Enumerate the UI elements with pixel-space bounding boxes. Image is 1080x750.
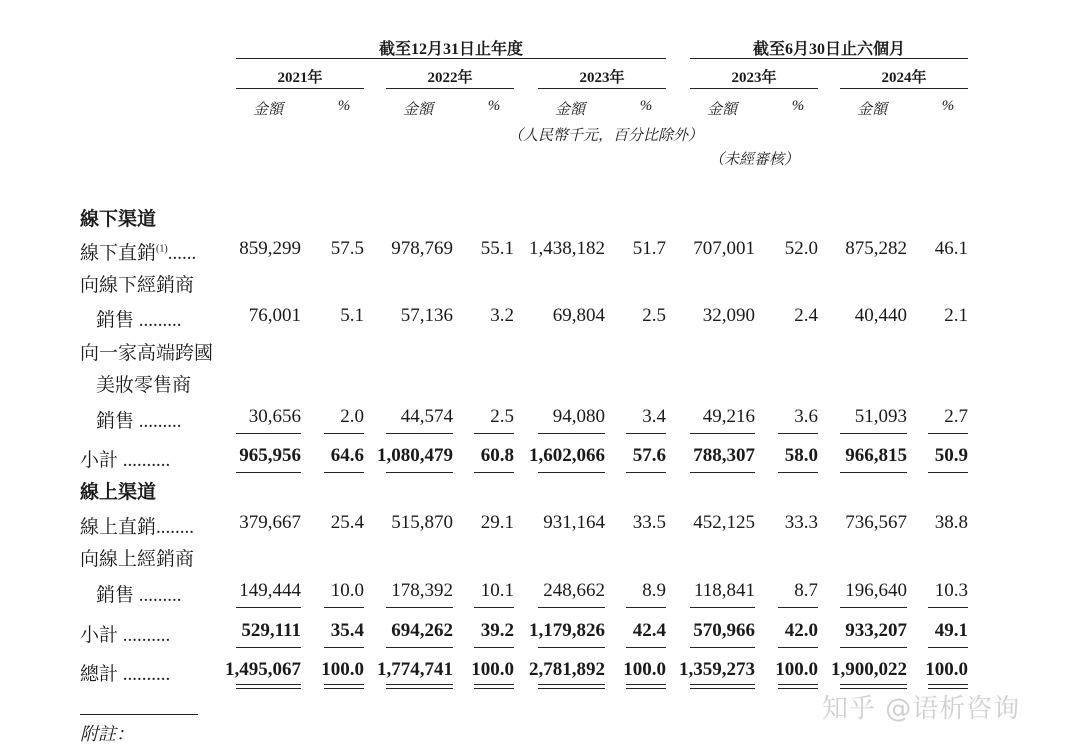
- single-underline: [778, 607, 818, 608]
- percent-cell: 2.5: [490, 406, 514, 427]
- section-online-channels: 線上渠道: [80, 482, 157, 503]
- amount-cell: 515,870: [391, 512, 453, 533]
- amount-cell: 44,574: [400, 406, 453, 427]
- amount-cell: 875,282: [845, 238, 907, 259]
- amount-cell: 1,774,741: [377, 659, 453, 680]
- single-underline: [474, 472, 514, 473]
- double-underline: [474, 684, 514, 689]
- single-underline: [236, 472, 301, 473]
- percent-cell: 2.5: [642, 305, 666, 326]
- percent-cell: 46.1: [934, 238, 968, 259]
- year-header-2023-h1: 2023年: [731, 70, 777, 86]
- group-header-rule: [690, 58, 968, 59]
- section-offline-channels: 線下渠道: [80, 209, 157, 230]
- single-underline: [840, 472, 907, 473]
- row-label-sales: 銷售 .........: [96, 585, 182, 606]
- single-underline: [778, 433, 818, 434]
- percent-cell: 51.7: [632, 238, 666, 259]
- amount-header: 金額: [252, 102, 283, 118]
- single-underline: [386, 647, 453, 648]
- row-label-offline-distributor: 向線下經銷商: [80, 275, 195, 296]
- single-underline: [626, 607, 666, 608]
- amount-cell: 149,444: [239, 580, 301, 601]
- single-underline: [474, 433, 514, 434]
- single-underline: [538, 607, 605, 608]
- amount-cell: 118,841: [693, 580, 755, 601]
- amount-cell: 51,093: [854, 406, 907, 427]
- single-underline: [928, 472, 968, 473]
- percent-cell: 29.1: [480, 512, 514, 533]
- group-header-six-months: 截至6月30日止六個月: [752, 41, 905, 58]
- amount-cell: 1,438,182: [529, 238, 605, 259]
- amount-cell: 1,495,067: [225, 659, 301, 680]
- amount-cell: 707,001: [693, 238, 755, 259]
- single-underline: [928, 433, 968, 434]
- row-label-retailer-line2: 美妝零售商: [96, 375, 192, 396]
- percent-header: %: [791, 98, 805, 114]
- percent-cell: 35.4: [330, 620, 364, 641]
- single-underline: [928, 607, 968, 608]
- single-underline: [840, 647, 907, 648]
- amount-cell: 30,656: [248, 406, 301, 427]
- single-underline: [324, 433, 364, 434]
- percent-cell: 2.0: [340, 406, 364, 427]
- percent-cell: 42.0: [784, 620, 818, 641]
- amount-cell: 248,662: [543, 580, 605, 601]
- percent-cell: 2.7: [944, 406, 968, 427]
- single-underline: [840, 433, 907, 434]
- amount-header: 金額: [856, 102, 887, 118]
- amount-cell: 1,359,273: [679, 659, 755, 680]
- double-underline: [386, 684, 453, 689]
- unaudited-note: （未經審核）: [708, 152, 799, 168]
- single-underline: [626, 647, 666, 648]
- row-label-subtotal-online: 小計 ..........: [80, 625, 171, 646]
- row-label-offline-direct: 線下直銷$^{(1)}$......: [80, 243, 197, 264]
- double-underline: [778, 684, 818, 689]
- amount-cell: 57,136: [400, 305, 453, 326]
- percent-cell: 3.2: [490, 305, 514, 326]
- single-underline: [538, 647, 605, 648]
- percent-cell: 8.7: [794, 580, 818, 601]
- percent-cell: 39.2: [480, 620, 514, 641]
- single-underline: [626, 433, 666, 434]
- percent-cell: 49.1: [934, 620, 968, 641]
- percent-cell: 100.0: [925, 659, 968, 680]
- percent-cell: 42.4: [632, 620, 666, 641]
- amount-cell: 1,179,826: [529, 620, 605, 641]
- single-underline: [474, 647, 514, 648]
- amount-header: 金額: [706, 102, 737, 118]
- amount-cell: 931,164: [543, 512, 605, 533]
- percent-cell: 5.1: [340, 305, 364, 326]
- year-header-2023: 2023年: [579, 70, 625, 86]
- amount-cell: 69,804: [552, 305, 605, 326]
- percent-cell: 2.1: [944, 305, 968, 326]
- single-underline: [778, 647, 818, 648]
- single-underline: [324, 607, 364, 608]
- amount-header: 金額: [554, 102, 585, 118]
- percent-cell: 3.6: [794, 406, 818, 427]
- row-label-retailer-line1: 向一家高端跨國: [80, 343, 214, 364]
- amount-cell: 1,602,066: [529, 445, 605, 466]
- single-underline: [386, 472, 453, 473]
- single-underline: [538, 472, 605, 473]
- amount-cell: 49,216: [702, 406, 755, 427]
- amount-cell: 736,567: [845, 512, 907, 533]
- single-underline: [324, 647, 364, 648]
- row-label-online-direct: 線上直銷........: [80, 517, 195, 538]
- amount-cell: 94,080: [552, 406, 605, 427]
- single-underline: [386, 433, 453, 434]
- percent-cell: 57.6: [632, 445, 666, 466]
- percent-cell: 64.6: [330, 445, 364, 466]
- single-underline: [626, 472, 666, 473]
- single-underline: [474, 607, 514, 608]
- percent-cell: 100.0: [321, 659, 364, 680]
- percent-cell: 8.9: [642, 580, 666, 601]
- single-underline: [538, 433, 605, 434]
- year-header-2021: 2021年: [277, 70, 323, 86]
- single-underline: [324, 472, 364, 473]
- percent-cell: 25.4: [330, 512, 364, 533]
- year-header-rule: [538, 88, 666, 89]
- single-underline: [840, 607, 907, 608]
- percent-cell: 100.0: [775, 659, 818, 680]
- single-underline: [690, 472, 755, 473]
- group-header-fiscal-year: 截至12月31日止年度: [378, 41, 523, 58]
- double-underline: [538, 684, 605, 689]
- amount-cell: 452,125: [693, 512, 755, 533]
- row-label-subtotal-offline: 小計 ..........: [80, 450, 171, 471]
- single-underline: [236, 607, 301, 608]
- amount-cell: 76,001: [248, 305, 301, 326]
- amount-cell: 694,262: [391, 620, 453, 641]
- amount-cell: 1,900,022: [831, 659, 907, 680]
- percent-cell: 100.0: [623, 659, 666, 680]
- unit-note: （人民幣千元，百分比除外）: [508, 128, 704, 144]
- group-header-rule: [236, 58, 666, 59]
- footnote-label: 附註：: [80, 724, 134, 744]
- double-underline: [690, 684, 755, 689]
- single-underline: [928, 647, 968, 648]
- row-label-online-distributor: 向線上經銷商: [80, 549, 195, 570]
- amount-cell: 966,815: [845, 445, 907, 466]
- percent-cell: 2.4: [794, 305, 818, 326]
- percent-cell: 33.5: [632, 512, 666, 533]
- single-underline: [690, 647, 755, 648]
- row-label-grand-total: 總計 ..........: [80, 664, 171, 685]
- footnote-divider: [80, 714, 198, 715]
- single-underline: [778, 472, 818, 473]
- amount-cell: 570,966: [693, 620, 755, 641]
- amount-cell: 379,667: [239, 512, 301, 533]
- double-underline: [236, 684, 301, 689]
- row-label-sales: 銷售 .........: [96, 310, 182, 331]
- percent-cell: 38.8: [934, 512, 968, 533]
- percent-cell: 52.0: [784, 238, 818, 259]
- percent-header: %: [487, 98, 501, 114]
- amount-cell: 859,299: [239, 238, 301, 259]
- percent-cell: 50.9: [934, 445, 968, 466]
- percent-header: %: [639, 98, 653, 114]
- amount-cell: 978,769: [391, 238, 453, 259]
- single-underline: [690, 607, 755, 608]
- amount-cell: 529,111: [241, 620, 301, 641]
- percent-cell: 58.0: [784, 445, 818, 466]
- year-header-2024-h1: 2024年: [881, 70, 927, 86]
- amount-cell: 40,440: [854, 305, 907, 326]
- single-underline: [690, 433, 755, 434]
- amount-cell: 2,781,892: [529, 659, 605, 680]
- percent-cell: 57.5: [330, 238, 364, 259]
- year-header-rule: [386, 88, 514, 89]
- percent-cell: 100.0: [471, 659, 514, 680]
- amount-cell: 788,307: [693, 445, 755, 466]
- amount-cell: 965,956: [239, 445, 301, 466]
- percent-cell: 10.1: [480, 580, 514, 601]
- percent-cell: 10.0: [330, 580, 364, 601]
- year-header-rule: [236, 88, 364, 89]
- year-header-2022: 2022年: [427, 70, 473, 86]
- amount-cell: 933,207: [845, 620, 907, 641]
- single-underline: [236, 647, 301, 648]
- double-underline: [324, 684, 364, 689]
- amount-cell: 178,392: [391, 580, 453, 601]
- double-underline: [626, 684, 666, 689]
- single-underline: [236, 433, 301, 434]
- percent-cell: 55.1: [480, 238, 514, 259]
- percent-cell: 33.3: [784, 512, 818, 533]
- row-label-sales: 銷售 .........: [96, 411, 182, 432]
- percent-cell: 60.8: [480, 445, 514, 466]
- percent-header: %: [337, 98, 351, 114]
- percent-header: %: [941, 98, 955, 114]
- amount-cell: 1,080,479: [377, 445, 453, 466]
- year-header-rule: [690, 88, 818, 89]
- percent-cell: 10.3: [934, 580, 968, 601]
- watermark: 知乎 @语析咨询: [822, 694, 1021, 724]
- amount-header: 金額: [402, 102, 433, 118]
- amount-cell: 32,090: [702, 305, 755, 326]
- percent-cell: 3.4: [642, 406, 666, 427]
- amount-cell: 196,640: [845, 580, 907, 601]
- year-header-rule: [840, 88, 968, 89]
- single-underline: [386, 607, 453, 608]
